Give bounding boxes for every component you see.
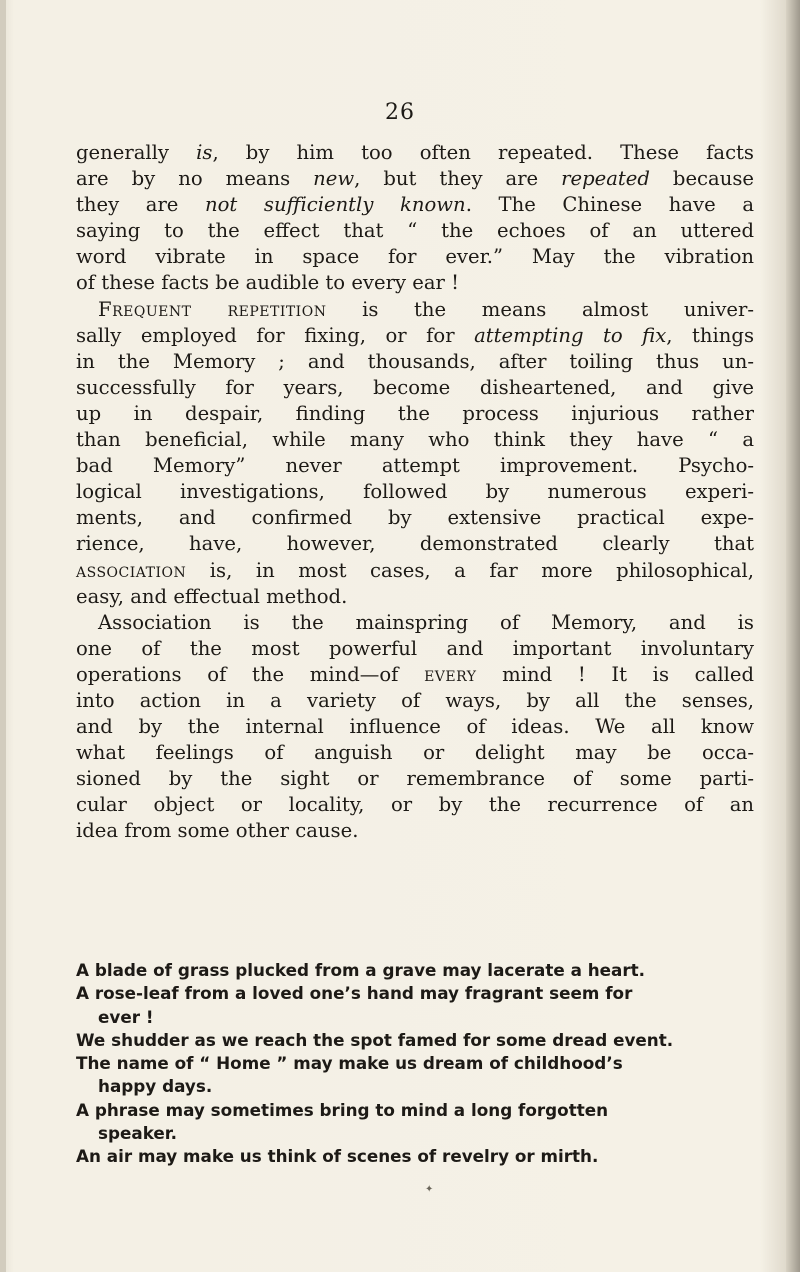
text-line bbox=[76, 531, 754, 557]
text-run: up in despair, finding the process injurious rather bbox=[76, 401, 754, 425]
text-run: successfully for years, become disheartened, and give bbox=[76, 375, 754, 399]
verse-text: An air may make us think of scenes of revelry or mirth. bbox=[76, 1146, 599, 1167]
text-run: idea from some other cause. bbox=[76, 819, 359, 843]
text-run: Association is the mainspring of Memory, and is bbox=[98, 610, 754, 634]
text-line bbox=[76, 662, 754, 688]
text-line bbox=[76, 818, 754, 844]
verse-text: A blade of grass plucked from a grave may lacerate a heart. bbox=[76, 960, 646, 980]
verse-line bbox=[76, 982, 754, 1029]
association-examples-verse bbox=[76, 959, 754, 1169]
text-line bbox=[76, 792, 754, 818]
text-run: what feelings of anguish or delight may be occa- bbox=[76, 741, 754, 765]
verse-continuation: speaker. bbox=[98, 1123, 178, 1144]
text-line bbox=[76, 244, 754, 270]
text-line bbox=[76, 714, 754, 740]
text-run: ments, and confirmed by extensive practical expe- bbox=[76, 506, 754, 530]
text-run: logical investigations, followed by numerous experi- bbox=[76, 480, 754, 504]
italic-text: attempting to fix bbox=[474, 323, 667, 347]
text-run: because bbox=[649, 167, 754, 191]
italic-text: new bbox=[313, 167, 355, 191]
text-run: of these facts be audible to every ear ! bbox=[76, 271, 459, 295]
text-line bbox=[76, 453, 754, 479]
text-run: word vibrate in space for ever.” May the vibration bbox=[76, 245, 754, 269]
page-left-edge bbox=[0, 0, 6, 1272]
italic-text: not sufficiently known bbox=[205, 193, 466, 217]
verse-text: We shudder as we reach the spot famed for some dread event. bbox=[76, 1029, 674, 1050]
text-line bbox=[76, 479, 754, 505]
verse-text: A phrase may sometimes bring to mind a long forgotten bbox=[76, 1099, 609, 1120]
text-line bbox=[76, 427, 754, 453]
text-run: bad Memory” never attempt improvement. Psycho- bbox=[76, 454, 754, 478]
text-run: and by the internal influence of ideas. We all know bbox=[76, 715, 754, 739]
verse-continuation: happy days. bbox=[98, 1076, 213, 1097]
text-line bbox=[76, 401, 754, 427]
text-line bbox=[76, 558, 754, 584]
text-run: they are bbox=[76, 193, 206, 217]
text-run: . The Chinese have a bbox=[465, 193, 754, 217]
text-line bbox=[76, 218, 754, 244]
text-line bbox=[76, 636, 754, 662]
verse-text: The name of “ Home ” may make us dream of childhood’s bbox=[76, 1053, 623, 1074]
text-run: easy, and effectual method. bbox=[76, 584, 348, 608]
text-line bbox=[76, 297, 754, 323]
text-line bbox=[76, 505, 754, 531]
text-run: , things bbox=[666, 323, 754, 347]
text-run: one of the most powerful and important involuntary bbox=[76, 636, 754, 660]
text-line bbox=[76, 740, 754, 766]
text-line bbox=[76, 375, 754, 401]
small-caps-text: Frequent repetition bbox=[98, 297, 327, 321]
text-run: sioned by the sight or remembrance of some parti- bbox=[76, 767, 754, 791]
text-line bbox=[76, 323, 754, 349]
text-run: rience, have, however, demonstrated clearly that bbox=[76, 532, 754, 556]
verse-line bbox=[76, 1052, 754, 1099]
italic-text: is bbox=[196, 141, 213, 164]
text-run: are by no means bbox=[76, 167, 314, 191]
text-line bbox=[76, 766, 754, 792]
text-line bbox=[76, 270, 754, 296]
verse-text: A rose-leaf from a loved one’s hand may fragrant seem for bbox=[76, 983, 633, 1004]
text-run: is, in most cases, a far more philosophical, bbox=[186, 558, 754, 582]
small-caps-text: every bbox=[424, 662, 477, 686]
text-run: , by him too often repeated. These facts bbox=[212, 141, 754, 164]
text-run: saying to the effect that “ the echoes of an uttered bbox=[76, 219, 754, 243]
verse-line bbox=[76, 1029, 754, 1052]
paragraph-association bbox=[76, 610, 754, 845]
body-text bbox=[76, 140, 754, 845]
verse-line bbox=[76, 1145, 754, 1168]
text-run: into action in a variety of ways, by all the senses, bbox=[76, 688, 754, 712]
text-line bbox=[76, 166, 754, 192]
text-line bbox=[76, 349, 754, 375]
text-run: mind ! It is called bbox=[476, 662, 754, 686]
italic-text: repeated bbox=[561, 167, 650, 191]
text-run: sally employed for fixing, or for bbox=[76, 323, 475, 347]
text-line bbox=[76, 192, 754, 218]
page-right-edge bbox=[786, 0, 800, 1272]
text-run: operations of the mind—of bbox=[76, 662, 425, 686]
text-run: than beneficial, while many who think they have “ a bbox=[76, 428, 754, 452]
verse-continuation: ever ! bbox=[98, 1006, 154, 1027]
ink-speck: ✦ bbox=[425, 1184, 434, 1195]
verse-line bbox=[76, 959, 754, 982]
text-run: cular object or locality, or by the recurrence of an bbox=[76, 793, 754, 817]
text-line bbox=[76, 688, 754, 714]
text-run: in the Memory ; and thousands, after toiling thus un- bbox=[76, 349, 754, 373]
paragraph-frequent-repetition bbox=[76, 297, 754, 610]
text-line bbox=[76, 140, 754, 166]
text-run: generally bbox=[76, 141, 197, 164]
paragraph-repetition-facts bbox=[76, 140, 754, 297]
small-caps-text: association bbox=[76, 558, 187, 582]
page-number: 26 bbox=[385, 100, 415, 125]
text-line bbox=[76, 584, 754, 610]
text-run: is the means almost univer- bbox=[326, 297, 754, 321]
verse-line bbox=[76, 1099, 754, 1146]
text-run: , but they are bbox=[354, 167, 562, 191]
text-line bbox=[76, 610, 754, 636]
